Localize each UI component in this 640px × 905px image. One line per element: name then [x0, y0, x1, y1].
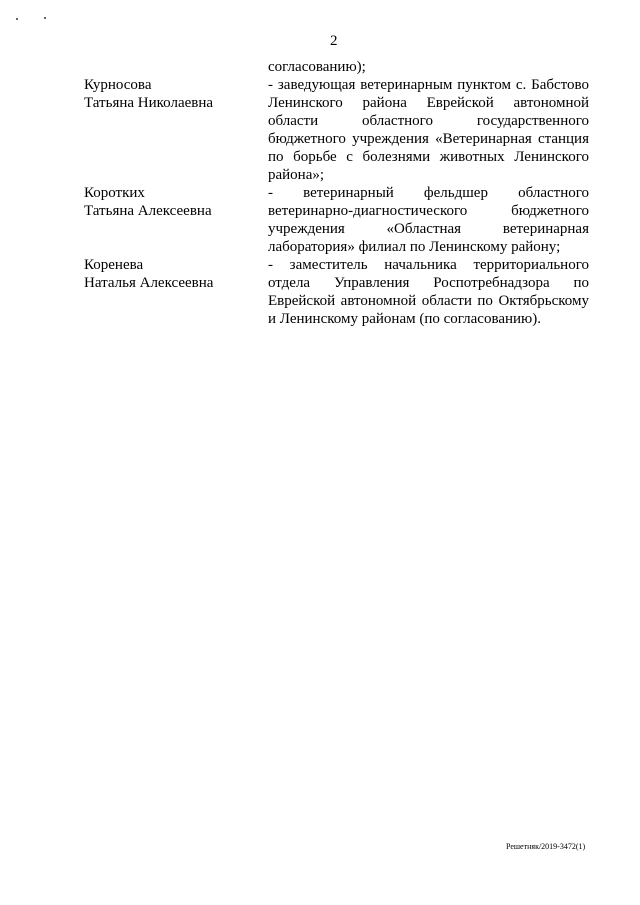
- description-line: по борьбе с болезнями животных Ленинского: [268, 149, 589, 165]
- member-description: [268, 184, 589, 256]
- description-line: отдела Управления Роспотребнадзора по: [268, 275, 589, 291]
- member-surname: Коренева: [84, 257, 144, 273]
- member-name: [84, 256, 254, 292]
- member-surname: Курносова: [84, 77, 152, 93]
- member-given-name: Татьяна Николаевна: [84, 95, 214, 111]
- description-line: ветеринарно-диагностического бюджетного: [268, 203, 589, 219]
- member-description: [268, 256, 589, 328]
- description-line: - заместитель начальника территориального: [268, 257, 589, 273]
- scan-speck-right: [44, 17, 46, 19]
- document-reference: Решетняк/2019-3472(1): [506, 842, 586, 851]
- page-number: 2: [330, 33, 338, 49]
- description-line: и Ленинскому районам (по согласованию).: [268, 311, 542, 327]
- member-given-name: Татьяна Алексеевна: [84, 203, 212, 219]
- member-description: [268, 76, 589, 184]
- previous-entry-continuation: согласованию);: [268, 59, 366, 75]
- description-line: области областного государственного: [268, 113, 589, 129]
- description-line: района»;: [268, 167, 325, 183]
- member-given-name: Наталья Алексеевна: [84, 275, 214, 291]
- description-line: Ленинского района Еврейской автономной: [268, 95, 589, 111]
- description-line: лаборатория» филиал по Ленинскому району;: [268, 239, 561, 255]
- description-line: Еврейской автономной области по Октябрьскому: [268, 293, 589, 309]
- member-name: [84, 184, 254, 220]
- member-name: [84, 76, 254, 112]
- description-line: учреждения «Областная ветеринарная: [268, 221, 589, 237]
- member-surname: Коротких: [84, 185, 145, 201]
- description-line: бюджетного учреждения «Ветеринарная станция: [268, 131, 589, 147]
- description-line: - ветеринарный фельдшер областного: [268, 185, 589, 201]
- description-line: - заведующая ветеринарным пунктом с. Бабстово: [268, 77, 589, 93]
- scan-speck-left: [16, 18, 18, 20]
